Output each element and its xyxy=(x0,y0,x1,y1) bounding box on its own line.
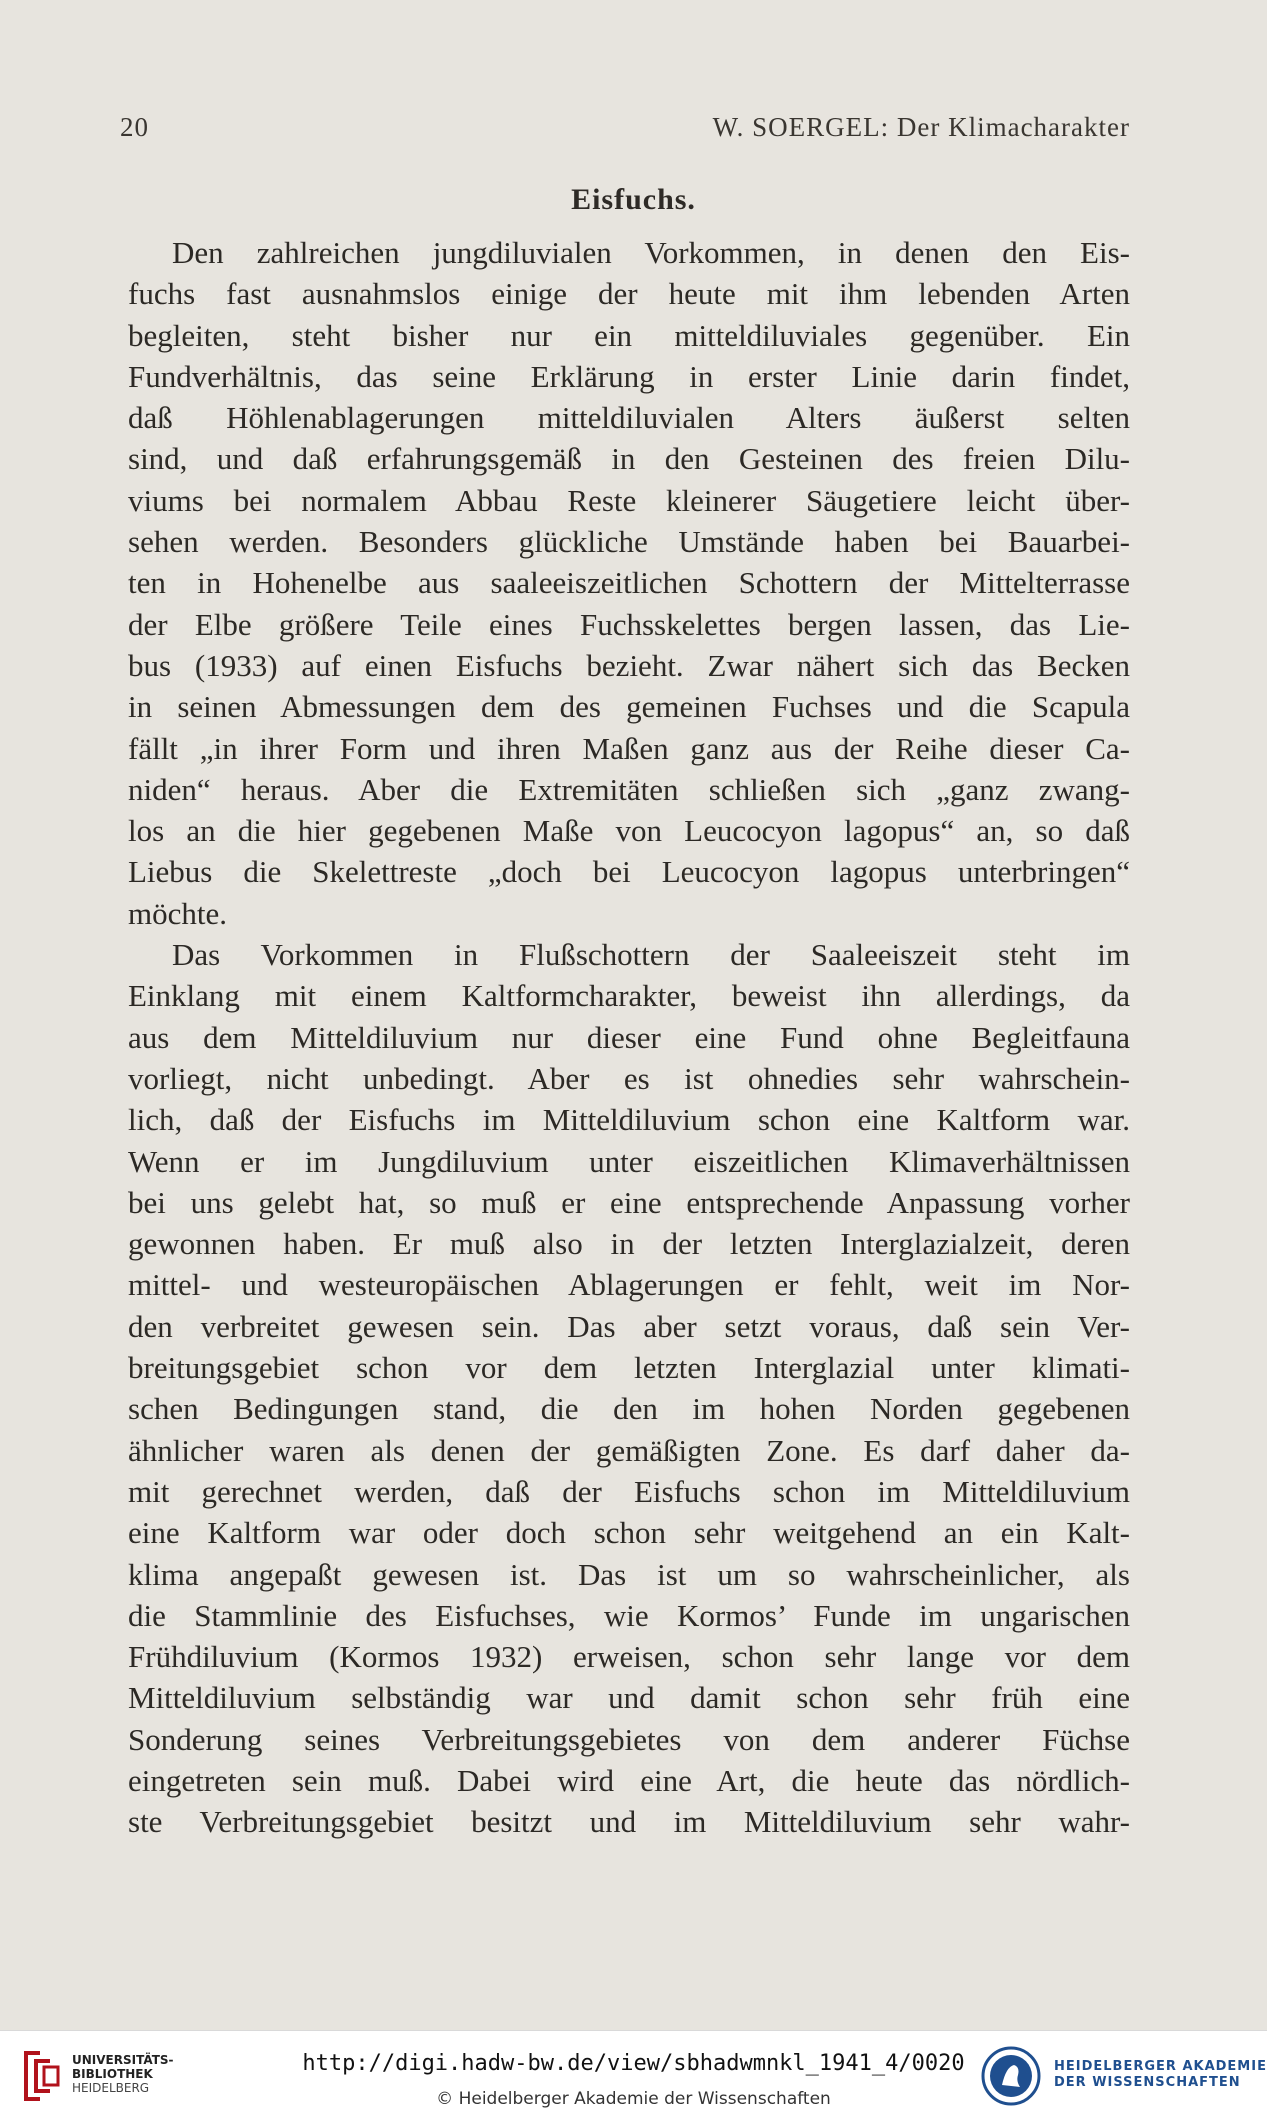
running-header xyxy=(120,112,1130,152)
body-text xyxy=(128,232,1130,1843)
text-line: fällt „in ihrer Form und ihren Maßen ganz aus der Reihe dieser Ca- xyxy=(128,730,1130,766)
text-line: bei uns gelebt hat, so muß er eine entsprechende Anpassung vorher xyxy=(128,1184,1130,1220)
text-line: niden“ heraus. Aber die Extremitäten schließen sich „ganz zwang- xyxy=(128,771,1130,807)
text-line: Liebus die Skelettreste „doch bei Leucocyon lagopus unterbringen“ xyxy=(128,854,1130,890)
text-line: gewonnen haben. Er muß also in der letzten Interglazialzeit, deren xyxy=(128,1226,1130,1262)
academy-seal-icon xyxy=(980,2045,1042,2107)
text-line: mit gerechnet werden, daß der Eisfuchs schon im Mitteldiluvium xyxy=(128,1473,1130,1509)
text-line: Das Vorkommen in Flußschottern der Saaleeiszeit steht im xyxy=(172,937,1130,973)
page-number: 20 xyxy=(120,112,149,142)
academy-name xyxy=(1054,2059,1267,2091)
library-name-line1: UNIVERSITÄTS- xyxy=(72,2053,174,2067)
text-line: der Elbe größere Teile eines Fuchsskelettes bergen lassen, das Lie- xyxy=(128,606,1130,642)
text-line: sind, und daß erfahrungsgemäß in den Gesteinen des freien Dilu- xyxy=(128,441,1130,477)
text-line: Sonderung seines Verbreitungsgebietes von dem anderer Füchse xyxy=(128,1721,1130,1757)
text-line: daß Höhlenablagerungen mitteldiluvialen Alters äußerst selten xyxy=(128,400,1130,436)
text-line: Fundverhältnis, das seine Erklärung in erster Linie darin findet, xyxy=(128,358,1130,394)
text-line: Einklang mit einem Kaltformcharakter, beweist ihn allerdings, da xyxy=(128,978,1130,1014)
academy-name-line2: DER WISSENSCHAFTEN xyxy=(1054,2075,1241,2090)
copyright-notice: © Heidelberger Akademie der Wissenschaften xyxy=(436,2089,831,2109)
text-line: bus (1933) auf einen Eisfuchs bezieht. Zwar nähert sich das Becken xyxy=(128,647,1130,683)
text-line: schen Bedingungen stand, die den im hohen Norden gegebenen xyxy=(128,1391,1130,1427)
text-line: vorliegt, nicht unbedingt. Aber es ist ohnedies sehr wahrschein- xyxy=(128,1060,1130,1096)
text-line: den verbreitet gewesen sein. Das aber setzt voraus, daß sein Ver- xyxy=(128,1308,1130,1344)
text-line: los an die hier gegebenen Maße von Leucocyon lagopus“ an, so daß xyxy=(128,813,1130,849)
text-line: die Stammlinie des Eisfuchses, wie Kormos’ Funde im ungarischen xyxy=(128,1597,1130,1633)
library-name-line2: BIBLIOTHEK xyxy=(72,2067,153,2081)
text-line: klima angepaßt gewesen ist. Das ist um so wahrscheinlicher, als xyxy=(128,1556,1130,1592)
text-line: in seinen Abmessungen dem des gemeinen Fuchses und die Scapula xyxy=(128,689,1130,725)
text-line: viums bei normalem Abbau Reste kleinerer Säugetiere leicht über- xyxy=(128,482,1130,518)
text-line: aus dem Mitteldiluvium nur dieser eine Fund ohne Begleitfauna xyxy=(128,1019,1130,1055)
section-heading: Eisfuchs. xyxy=(571,183,696,216)
text-line: ste Verbreitungsgebiet besitzt und im Mitteldiluvium sehr wahr- xyxy=(128,1804,1130,1840)
text-line: eingetreten sein muß. Dabei wird eine Art, die heute das nördlich- xyxy=(128,1762,1130,1798)
viewer-footer xyxy=(0,2030,1267,2120)
permalink-url[interactable]: http://digi.hadw-bw.de/view/sbhadwmnkl_1941_4/0020 xyxy=(302,2051,965,2076)
academy-name-line1: HEIDELBERGER AKADEMIE xyxy=(1054,2059,1267,2074)
text-line: fuchs fast ausnahmslos einige der heute mit ihm lebenden Arten xyxy=(128,276,1130,312)
text-line: möchte. xyxy=(128,895,227,931)
running-title: W. SOERGEL: Der Klimacharakter xyxy=(712,112,1130,142)
text-line: Wenn er im Jungdiluvium unter eiszeitlichen Klimaverhältnissen xyxy=(128,1143,1130,1179)
text-line: eine Kaltform war oder doch schon sehr weitgehend an ein Kalt- xyxy=(128,1515,1130,1551)
library-name-line3: HEIDELBERG xyxy=(72,2081,150,2095)
text-line: lich, daß der Eisfuchs im Mitteldiluvium schon eine Kaltform war. xyxy=(128,1102,1130,1138)
text-line: Frühdiluvium (Kormos 1932) erweisen, schon sehr lange vor dem xyxy=(128,1639,1130,1675)
text-line: ten in Hohenelbe aus saaleeiszeitlichen Schottern der Mittelterrasse xyxy=(128,565,1130,601)
text-line: breitungsgebiet schon vor dem letzten Interglazial unter klimati- xyxy=(128,1350,1130,1386)
text-line: Mitteldiluvium selbständig war und damit schon sehr früh eine xyxy=(128,1680,1130,1716)
text-line: ähnlicher waren als denen der gemäßigten Zone. Es darf daher da- xyxy=(128,1432,1130,1468)
text-line: Den zahlreichen jungdiluvialen Vorkommen, in denen den Eis- xyxy=(172,235,1130,270)
text-line: begleiten, steht bisher nur ein mitteldiluviales gegenüber. Ein xyxy=(128,317,1130,353)
text-line: mittel- und westeuropäischen Ablagerungen er fehlt, weit im Nor- xyxy=(128,1267,1130,1303)
text-line: sehen werden. Besonders glückliche Umstände haben bei Bauarbei- xyxy=(128,524,1130,560)
